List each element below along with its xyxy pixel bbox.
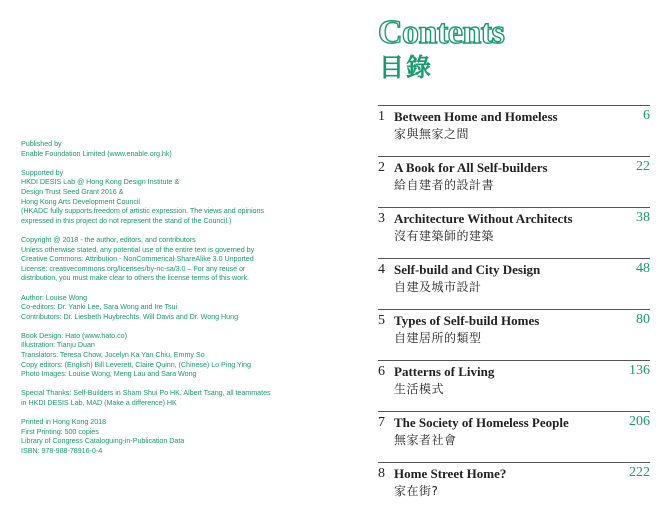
colophon-line: expressed in this project do not represent the stand of the Council.) xyxy=(21,215,232,225)
colophon-line: Photo Images: Louise Wong, Meng Lau and Sara Wong xyxy=(21,369,197,379)
chapter-title: The Society of Homeless People xyxy=(394,415,569,430)
colophon-line: Translators: Teresa Chow, Jocelyn Ka Yan Chiu, Emmy So xyxy=(21,350,205,360)
chapter-title: Self-build and City Design xyxy=(394,262,541,277)
colophon-line: Enable Foundation Limited (www.enable.org.hk) xyxy=(21,148,172,158)
chapter-number: 4 xyxy=(378,262,385,277)
toc-entry[interactable] xyxy=(378,360,650,410)
colophon-thanks xyxy=(21,388,321,407)
page-number: 80 xyxy=(636,312,650,327)
colophon-line: Copy editors: (English) Bill Leverett, Claire Quinn, (Chinese) Lo Ping Ying xyxy=(21,359,251,369)
chapter-number: 3 xyxy=(378,211,385,226)
colophon-line: Book Design: Hato (www.hato.co) xyxy=(21,330,127,340)
contents-heading: Contents xyxy=(378,14,505,51)
toc-entry[interactable] xyxy=(378,105,650,155)
chapter-title: Types of Self-build Homes xyxy=(394,313,540,328)
colophon-line: Unless otherwise stated, any potential use of the entire text is governed by xyxy=(21,244,255,254)
colophon-line: Creative Commons: Attribution - NonCommerical-ShareAlike 3.0 Unported xyxy=(21,254,254,264)
toc-entry[interactable] xyxy=(378,411,650,461)
chapter-number: 1 xyxy=(378,109,385,124)
chapter-title-zh: 家與無家之間 xyxy=(394,127,470,141)
colophon-line: License: creativecommons.org/licenses/by-nc-sa/3.0 – For any reuse or xyxy=(21,263,246,273)
colophon-line: (HKADC fully supports freedom of artistic expression. The views and opinions xyxy=(21,206,264,216)
toc-entry[interactable] xyxy=(378,309,650,359)
chapter-number: 8 xyxy=(378,466,385,481)
page-number: 136 xyxy=(629,363,650,378)
page-number: 22 xyxy=(636,159,650,174)
page-number: 38 xyxy=(636,210,650,225)
colophon-line: Hong Kong Arts Development Council xyxy=(21,196,140,206)
colophon-line: Printed in Hong Kong 2018 xyxy=(21,417,107,427)
page-number: 206 xyxy=(629,414,650,429)
toc-entry[interactable] xyxy=(378,156,650,206)
colophon-published xyxy=(21,139,321,158)
chapter-number: 6 xyxy=(378,364,385,379)
colophon-line: First Printing: 500 copies xyxy=(21,426,99,436)
chapter-title: Architecture Without Architects xyxy=(394,211,573,226)
colophon-design xyxy=(21,331,321,379)
colophon-line: Illustration: Tianju Duan xyxy=(21,340,95,350)
colophon-line: distribution, you must make clear to others the license terms of this work. xyxy=(21,273,249,283)
chapter-title: A Book for All Self-builders xyxy=(394,160,548,175)
chapter-title-zh: 自建居所的類型 xyxy=(394,331,482,345)
chapter-title-zh: 給自建者的設計書 xyxy=(394,178,495,192)
colophon xyxy=(21,139,321,465)
colophon-line: Co-editors: Dr. Yanki Lee, Sara Wong and Ire Tsui xyxy=(21,302,178,312)
colophon-line: Design Trust Seed Grant 2016 & xyxy=(21,186,124,196)
toc-entry[interactable] xyxy=(378,207,650,257)
chapter-number: 5 xyxy=(378,313,385,328)
chapter-title-zh: 沒有建築師的建築 xyxy=(394,229,495,243)
colophon-line: Contributors: Dr. Liesbeth Huybrechts, Will Davis and Dr. Wong Hung xyxy=(21,311,239,321)
colophon-printing xyxy=(21,417,321,455)
toc-entry[interactable] xyxy=(378,462,650,512)
chapter-number: 2 xyxy=(378,160,385,175)
contents-heading-zh: 目錄 xyxy=(379,53,434,82)
chapter-number: 7 xyxy=(378,415,385,430)
colophon-line: Library of Congress Cataloguing-in-Publication Data xyxy=(21,436,185,446)
colophon-line: HKDI DESIS Lab @ Hong Kong Design Institute & xyxy=(21,177,180,187)
chapter-title-zh: 生活模式 xyxy=(394,382,445,396)
colophon-line: ISBN: 978-988-78916-0-4 xyxy=(21,446,103,455)
colophon-line: Author: Louise Wong xyxy=(21,292,88,302)
page-number: 48 xyxy=(636,261,650,276)
chapter-title-zh: 家在街? xyxy=(394,484,439,498)
chapter-title: Patterns of Living xyxy=(394,364,495,379)
chapter-title: Between Home and Homeless xyxy=(394,109,558,124)
colophon-line: in HKDI DESIS Lab, MAD (Make a difference) HK xyxy=(21,398,177,408)
chapter-title-zh: 無家者社會 xyxy=(394,433,457,447)
colophon-line: Published by xyxy=(21,139,62,148)
page-number: 222 xyxy=(629,465,650,480)
colophon-copyright xyxy=(21,235,321,283)
page-number: 6 xyxy=(643,108,650,123)
toc-entry[interactable] xyxy=(378,258,650,308)
colophon-supported xyxy=(21,168,321,226)
chapter-title: Home Street Home? xyxy=(394,466,507,481)
colophon-line: Copyright @ 2018 - the author, editors, and contributors xyxy=(21,234,196,244)
colophon-line: Supported by xyxy=(21,167,64,177)
colophon-credits xyxy=(21,293,321,322)
colophon-line: Special Thanks: Self-Builders in Sham Shui Po HK, Albert Tsang, all teammates xyxy=(21,388,271,398)
chapter-title-zh: 自建及城市設計 xyxy=(394,280,482,294)
